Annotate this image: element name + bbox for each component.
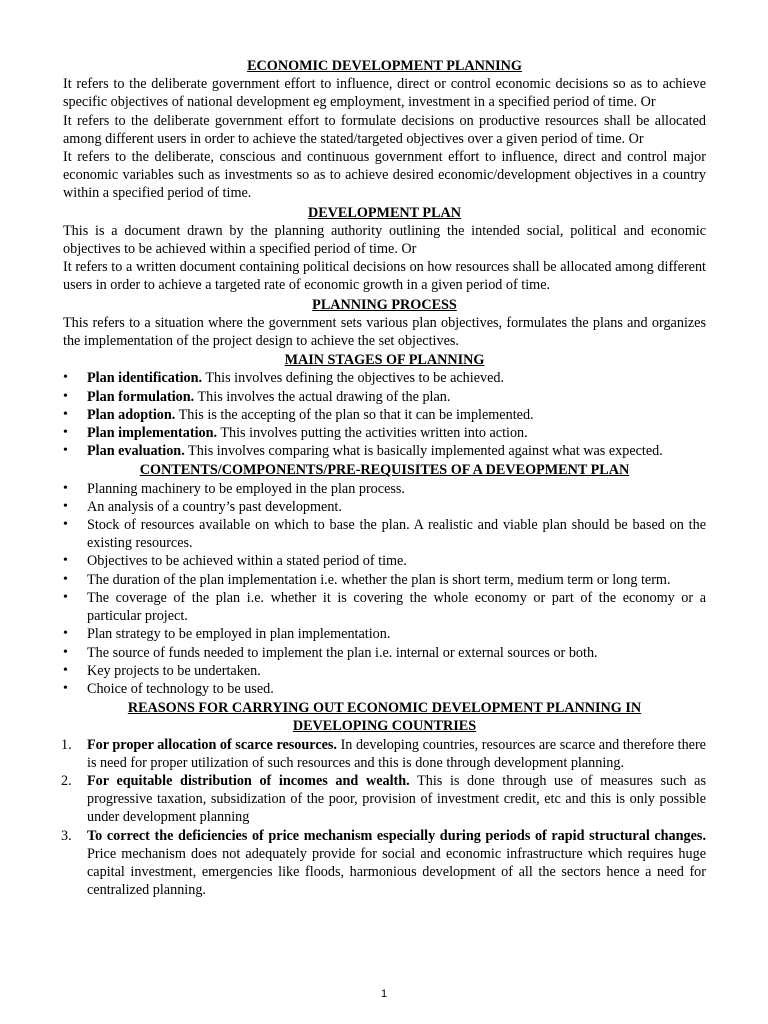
planning-process-paragraph: This refers to a situation where the government sets various plan objectives, formulates the plans and organizes the implementation of the project design to achieve the set objectives. — [63, 314, 706, 350]
list-item: • Objectives to be achieved within a stated period of time. — [63, 552, 706, 570]
page-number: 1 — [380, 988, 388, 1000]
item-number: 2. — [61, 772, 72, 789]
definition-paragraph: It refers to the deliberate government effort to influence, direct or control economic decisions so as to achieve specific objectives of national development eg employment, investment in a specified period of time. Or — [63, 76, 706, 111]
main-stages-list — [63, 369, 706, 460]
list-item — [63, 369, 706, 387]
definition-paragraph: It refers to the deliberate government effort to formulate decisions on productive resources shall be allocated among different users in order to achieve the stated/targeted objectives over a given period of time. Or — [63, 112, 706, 147]
development-plan-paragraph: It refers to a written document containing political decisions on how resources shall be allocated among different users in order to achieve a targeted rate of economic growth in a given period of time. — [63, 259, 706, 294]
list-item — [63, 498, 706, 516]
stage-text: This involves the actual drawing of the plan. — [194, 388, 451, 405]
list-item: • The duration of the plan implementation i.e. whether the plan is short term, medium term or long term. — [63, 571, 706, 589]
section-heading-components: CONTENTS/COMPONENTS/PRE-REQUISITES OF A DEVEOPMENT PLAN — [139, 462, 630, 479]
stage-text: This involves comparing what is basically implemented against what was expected. — [184, 443, 663, 460]
item-number: 1. — [61, 736, 72, 753]
section-heading-reasons-line2: DEVELOPING COUNTRIES — [292, 718, 477, 735]
list-item: • Plan strategy to be employed in plan implementation. — [63, 625, 706, 643]
reasons-list — [63, 736, 706, 900]
section-heading-reasons-line1: REASONS FOR CARRYING OUT ECONOMIC DEVELOPMENT PLANNING IN — [127, 700, 642, 717]
stage-term: Plan adoption. — [87, 406, 176, 423]
list-item: • The coverage of the plan i.e. whether it is covering the whole economy or part of the economy or a particular project. — [63, 589, 706, 625]
stage-term: Plan formulation. — [87, 388, 195, 405]
list-item — [63, 827, 706, 900]
list-item — [63, 424, 706, 442]
list-item — [63, 442, 706, 460]
section-heading-planning-process: PLANNING PROCESS — [312, 296, 457, 313]
list-item-text: An analysis of a country’s past development. — [87, 498, 342, 515]
list-item: • Choice of technology to be used. — [63, 680, 706, 698]
reason-text: This is done through use of measures such as progressive taxation, subsidization of the poor, provision of investment credit, etc and this is only possible under development planning — [87, 772, 706, 826]
components-list — [63, 480, 706, 698]
stage-text: This involves putting the activities written into action. — [217, 425, 528, 442]
list-item — [63, 772, 706, 827]
list-item — [63, 406, 706, 424]
section-heading-main-stages: MAIN STAGES OF PLANNING — [284, 352, 485, 369]
list-item: • The source of funds needed to implement the plan i.e. internal or external sources or both. — [63, 644, 706, 662]
document-title: ECONOMIC DEVELOPMENT PLANNING — [247, 58, 522, 74]
item-number: 3. — [61, 827, 72, 844]
list-item — [63, 388, 706, 406]
stage-term: Plan identification. — [87, 370, 203, 387]
list-item: • Key projects to be undertaken. — [63, 662, 706, 680]
definition-paragraph: It refers to the deliberate, conscious and continuous government effort to influence, direct and control major economic variables such as investments so as to achieve desired economic/development objectives in a country within a specified period of time. — [63, 149, 706, 202]
document-page — [63, 56, 706, 899]
reason-term: For proper allocation of scarce resources. — [87, 736, 337, 753]
list-item: • Stock of resources available on which to base the plan. A realistic and viable plan should be based on the existing resources. — [63, 516, 706, 552]
reason-text: In developing countries, resources are scarce and therefore there is need for proper utilization of such resources and this is done through development planning. — [87, 736, 706, 771]
list-item — [63, 736, 706, 772]
reason-term: To correct the deficiencies of price mechanism especially during periods of rapid structural changes. — [87, 827, 706, 844]
development-plan-paragraph: This is a document drawn by the planning authority outlining the intended social, political and economic objectives to be achieved within a specified period of time. Or — [63, 222, 706, 258]
list-item: • Planning machinery to be employed in the plan process. — [63, 480, 706, 498]
reason-term: For equitable distribution of incomes and wealth. — [87, 772, 410, 789]
section-heading-development-plan: DEVELOPMENT PLAN — [307, 204, 462, 221]
reason-text: Price mechanism does not adequately provide for social and economic infrastructure which requires huge capital investment, emergencies like floods, harmonious development of all the sectors hence a need for centralized planning. — [87, 845, 706, 899]
stage-term: Plan evaluation. — [87, 443, 185, 460]
stage-term: Plan implementation. — [87, 425, 218, 442]
stage-text: This involves defining the objectives to be achieved. — [202, 370, 505, 387]
stage-text: This is the accepting of the plan so that it can be implemented. — [175, 406, 534, 423]
